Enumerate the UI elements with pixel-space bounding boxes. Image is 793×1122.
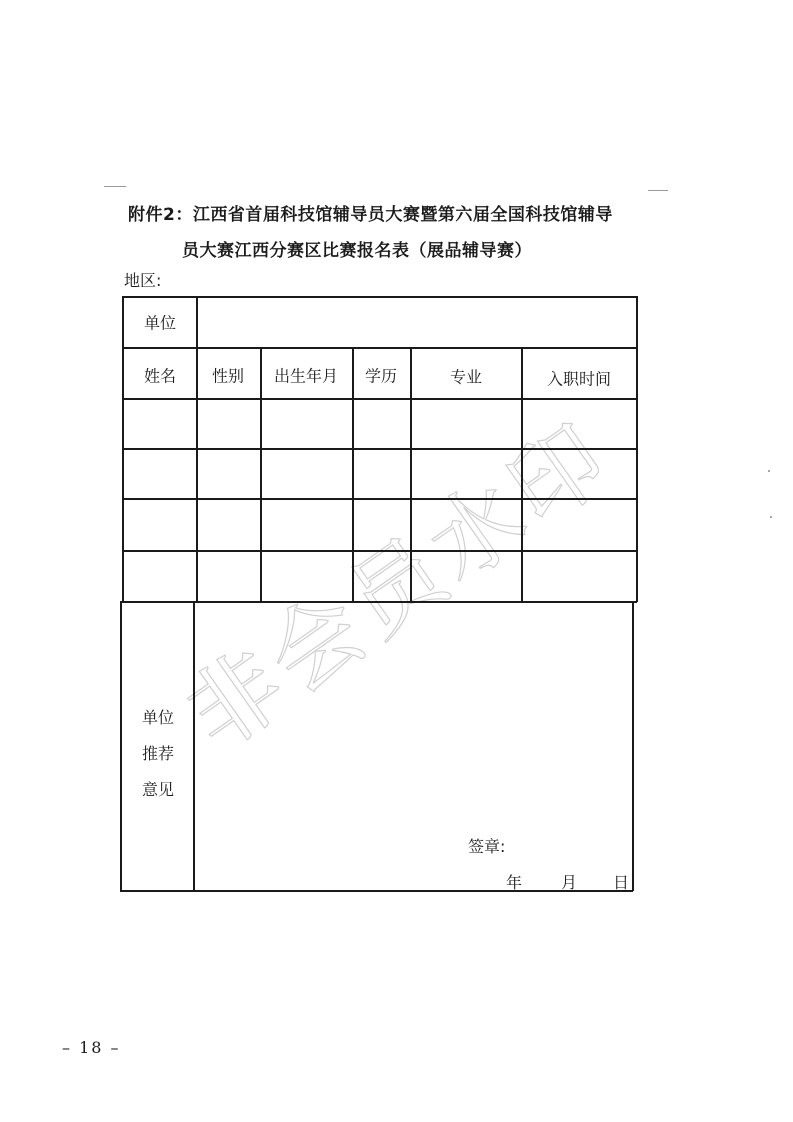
date-month-label: 月 xyxy=(561,873,578,892)
header-gender: 性别 xyxy=(211,366,245,386)
date-year-label: 年 xyxy=(506,873,523,892)
table-line-row-4 xyxy=(122,601,637,603)
table-col-3 xyxy=(352,347,354,602)
opinion-label-line-1: 单位 xyxy=(141,708,174,727)
document-title-line-1: 附件2：江西省首届科技馆辅导员大赛暨第六届全国科技馆辅导 xyxy=(128,205,613,225)
table-col-4 xyxy=(410,347,412,602)
date-day-label: 日 xyxy=(613,873,630,892)
table-line-row-1 xyxy=(122,448,637,450)
header-name: 姓名 xyxy=(143,366,177,386)
unit-value-field[interactable] xyxy=(201,300,631,344)
signature-label: 签章: xyxy=(468,837,506,856)
table-border-left-lower xyxy=(120,601,122,891)
watermark: 非会员水印 xyxy=(167,401,631,771)
page-number: – 18 – xyxy=(62,1038,121,1057)
table-line-unit-bottom xyxy=(122,347,637,349)
table-col-2 xyxy=(260,347,262,602)
region-label: 地区: xyxy=(124,271,162,290)
opinion-label-line-2: 推荐 xyxy=(141,744,174,763)
table-border-top xyxy=(122,296,637,298)
unit-label: 单位 xyxy=(143,313,177,333)
table-line-row-2 xyxy=(122,498,637,500)
table-border-bottom xyxy=(120,890,633,892)
scan-speck xyxy=(768,470,770,472)
table-border-right xyxy=(636,296,638,602)
header-major: 专业 xyxy=(449,367,483,387)
crop-mark-right xyxy=(648,190,668,191)
table-line-row-3 xyxy=(122,550,637,552)
crop-mark-left xyxy=(104,186,126,187)
unit-recommendation-label xyxy=(138,700,178,808)
header-entry-date: 入职时间 xyxy=(546,369,612,389)
header-education: 学历 xyxy=(364,366,398,386)
scan-speck xyxy=(770,516,772,518)
table-col-5 xyxy=(521,347,523,602)
table-line-header-bottom xyxy=(122,398,637,400)
document-title-line-2: 员大赛江西分赛区比赛报名表（展品辅导赛） xyxy=(182,241,532,261)
table-border-left xyxy=(122,296,124,602)
opinion-label-line-3: 意见 xyxy=(141,780,174,799)
table-col-1-lower xyxy=(193,601,195,891)
table-col-1 xyxy=(196,296,198,602)
header-birth-date: 出生年月 xyxy=(273,366,339,386)
table-border-right-lower xyxy=(632,601,634,891)
